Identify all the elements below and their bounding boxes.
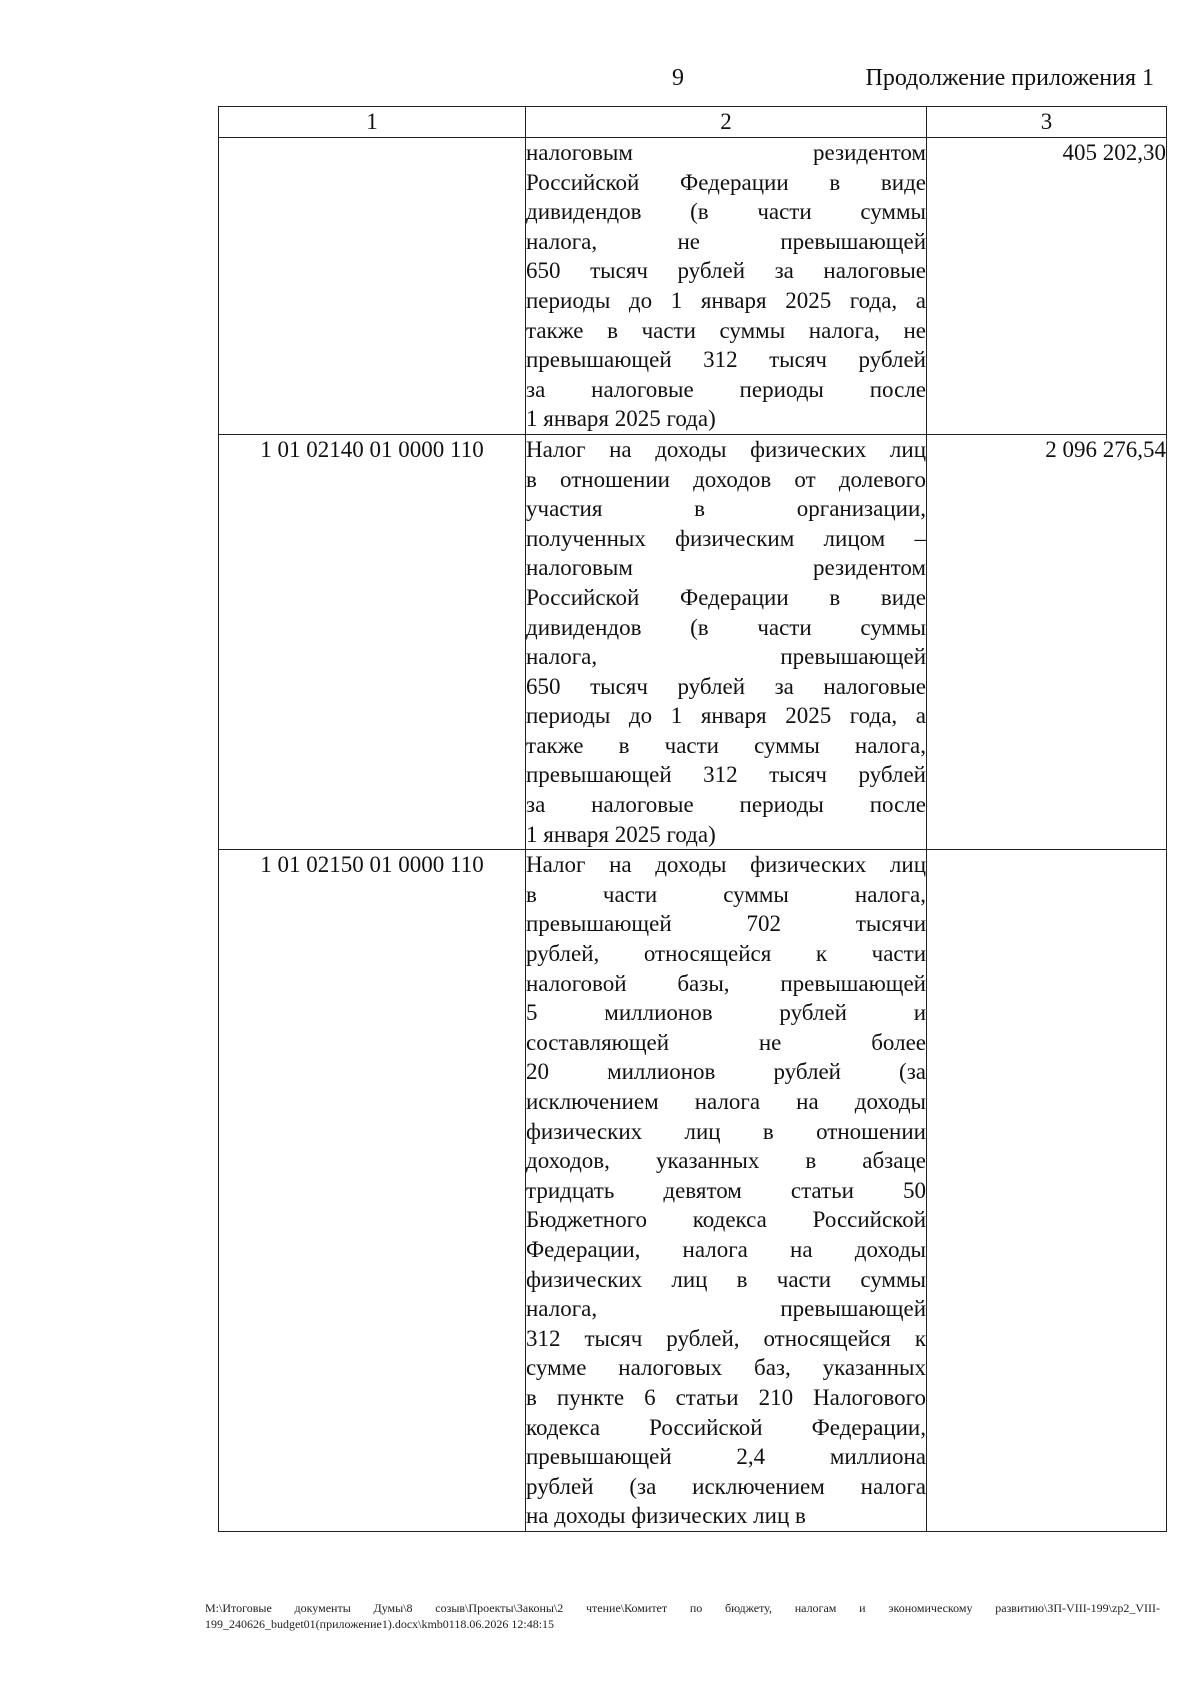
description-line: Федерации, налога на доходы: [526, 1236, 926, 1262]
budget-code-cell: 1 01 02140 01 0000 110: [219, 434, 526, 849]
description-line: налога, превышающей: [526, 644, 926, 670]
description-line: дивидендов (в части суммы: [526, 199, 926, 225]
table-body: [219, 138, 1167, 1532]
budget-table: [218, 106, 1167, 1532]
table-row: [219, 434, 1167, 849]
description-line: налога, превышающей: [526, 1296, 926, 1322]
description-line: полученных физическим лицом –: [526, 525, 926, 551]
description-line: также в части суммы налога, не: [526, 317, 926, 343]
column-header-1: 1: [219, 107, 526, 138]
description-line: физических лиц в отношении: [526, 1118, 926, 1144]
description-cell: [526, 850, 927, 1532]
description-line: доходов, указанных в абзаце: [526, 1148, 926, 1174]
description-line: 20 миллионов рублей (за: [526, 1059, 926, 1085]
amount-cell: 2 096 276,54: [927, 434, 1167, 849]
description-line: составляющей не более: [526, 1029, 926, 1055]
description-line: превышающей 312 тысяч рублей: [526, 762, 926, 788]
description-line: Налог на доходы физических лиц: [526, 436, 926, 462]
description-line: исключением налога на доходы: [526, 1089, 926, 1114]
description-cell: [526, 138, 927, 435]
amount-cell: [927, 850, 1167, 1532]
column-header-3: 3: [927, 107, 1167, 138]
description-line: 1 января 2025 года): [526, 821, 716, 847]
amount-cell: 405 202,30: [927, 138, 1167, 435]
page-number: 9: [672, 65, 684, 91]
description-line: 5 миллионов рублей и: [526, 1000, 926, 1026]
file-path-footer: M:\Итоговые документы Думы\8 созыв\Проекты\Законы\2 чтение\Комитет по бюджету, налогам и экономическому развитию\ЗП-VIII-199\zp2_VIII-199_240626_budget01(приложение1).docx\kmb0118.06.2026 12:48:15: [205, 1601, 1160, 1631]
description-line: превышающей 2,4 миллиона: [526, 1444, 926, 1470]
description-line: рублей (за исключением налога: [526, 1473, 926, 1499]
description-cell: [526, 434, 927, 849]
description-line: за налоговые периоды после: [526, 792, 926, 818]
description-line: налоговым резидентом: [526, 555, 926, 581]
description-line: кодекса Российской Федерации,: [526, 1414, 926, 1440]
continuation-label: Продолжение приложения 1: [865, 65, 1154, 91]
description-line: налога, не превышающей: [526, 228, 926, 254]
description-line: сумме налоговых баз, указанных: [526, 1355, 926, 1381]
description-line: в отношении доходов от долевого: [526, 466, 926, 492]
description-line: также в части суммы налога,: [526, 732, 926, 758]
table-header-row: [219, 107, 1167, 138]
description-line: Бюджетного кодекса Российской: [526, 1207, 926, 1233]
description-line: 650 тысяч рублей за налоговые: [526, 673, 926, 699]
description-line: за налоговые периоды после: [526, 376, 926, 402]
description-line: 650 тысяч рублей за налоговые: [526, 258, 926, 284]
column-header-2: 2: [526, 107, 927, 138]
description-line: превышающей 312 тысяч рублей: [526, 347, 926, 373]
description-line: на доходы физических лиц в: [526, 1503, 806, 1529]
description-line: дивидендов (в части суммы: [526, 614, 926, 640]
budget-code-cell: [219, 138, 526, 435]
description-line: периоды до 1 января 2025 года, а: [526, 287, 926, 313]
description-line: Российской Федерации в виде: [526, 169, 926, 195]
description-line: в части суммы налога,: [526, 881, 926, 907]
description-line: налоговой базы, превышающей: [526, 970, 926, 996]
table-row: [219, 850, 1167, 1532]
description-line: 1 января 2025 года): [526, 406, 716, 432]
budget-code-cell: 1 01 02150 01 0000 110: [219, 850, 526, 1532]
table-row: [219, 138, 1167, 435]
description-line: тридцать девятом статьи 50: [526, 1177, 926, 1203]
description-line: Российской Федерации в виде: [526, 584, 926, 610]
description-line: рублей, относящейся к части: [526, 941, 926, 967]
description-line: периоды до 1 января 2025 года, а: [526, 703, 926, 729]
description-line: 312 тысяч рублей, относящейся к: [526, 1325, 926, 1351]
description-line: превышающей 702 тысячи: [526, 911, 926, 937]
description-line: Налог на доходы физических лиц: [526, 852, 926, 878]
description-line: налоговым резидентом: [526, 140, 926, 165]
description-line: в пункте 6 статьи 210 Налогового: [526, 1384, 926, 1410]
description-line: физических лиц в части суммы: [526, 1266, 926, 1292]
description-line: участия в организации,: [526, 496, 926, 522]
